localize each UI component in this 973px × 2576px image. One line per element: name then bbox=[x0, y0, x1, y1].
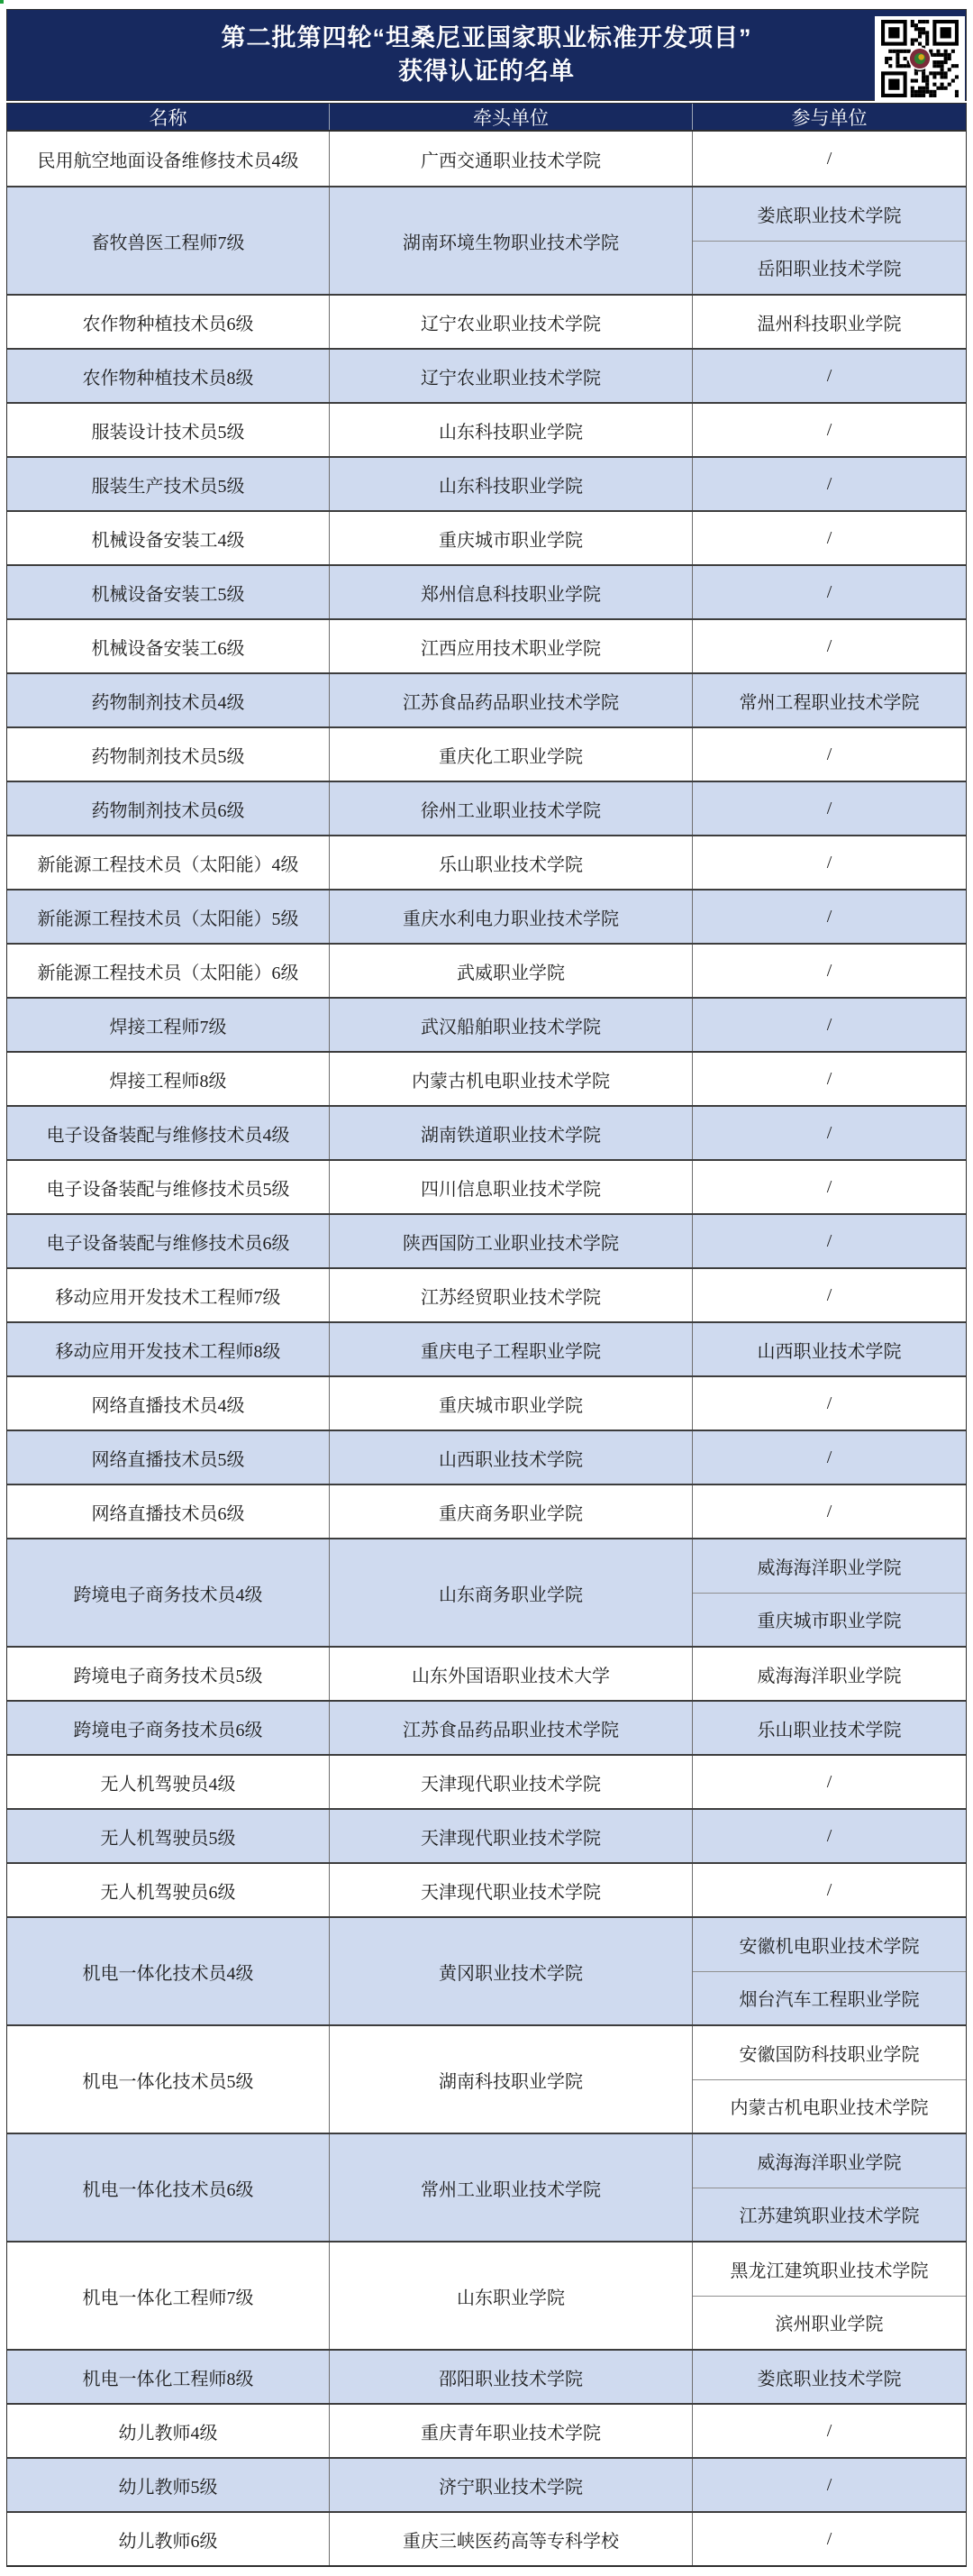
table-row bbox=[7, 402, 966, 456]
participant-unit-cell: / bbox=[826, 1122, 832, 1143]
job-name-cell: 服装设计技术员5级 bbox=[7, 404, 330, 456]
participant-units-cell bbox=[693, 2459, 966, 2511]
participant-unit-cell: / bbox=[826, 1068, 832, 1089]
table-row bbox=[7, 1213, 966, 1267]
participant-unit-cell: 江苏建筑职业技术学院 bbox=[693, 2188, 966, 2242]
participant-units-cell bbox=[693, 512, 966, 564]
table-row bbox=[7, 1321, 966, 1375]
participant-unit-cell: / bbox=[826, 1879, 832, 1900]
participant-units-cell bbox=[693, 999, 966, 1051]
participant-units-cell bbox=[693, 891, 966, 943]
lead-unit-cell: 内蒙古机电职业技术学院 bbox=[330, 1053, 693, 1105]
table-row bbox=[7, 294, 966, 348]
job-name-cell: 焊接工程师7级 bbox=[7, 999, 330, 1051]
lead-unit-cell: 山东职业学院 bbox=[330, 2243, 693, 2349]
lead-unit-cell: 江西应用技术职业学院 bbox=[330, 620, 693, 672]
table-row bbox=[7, 2349, 966, 2403]
lead-unit-cell: 黄冈职业技术学院 bbox=[330, 1918, 693, 2024]
table-row bbox=[7, 943, 966, 997]
participant-units-cell bbox=[693, 1323, 966, 1375]
lead-unit-cell: 天津现代职业技术学院 bbox=[330, 1864, 693, 1916]
participant-unit-cell: / bbox=[826, 2474, 832, 2495]
table-row bbox=[7, 1484, 966, 1538]
table-row bbox=[7, 456, 966, 510]
job-name-cell: 无人机驾驶员6级 bbox=[7, 1864, 330, 1916]
table-row bbox=[7, 510, 966, 564]
participant-units-cell bbox=[693, 728, 966, 781]
participant-units-cell bbox=[693, 1053, 966, 1105]
job-name-cell: 跨境电子商务技术员6级 bbox=[7, 1702, 330, 1754]
participant-units-cell bbox=[693, 2134, 966, 2241]
title-line-2: 获得认证的名单 bbox=[398, 58, 575, 85]
job-name-cell: 畜牧兽医工程师7级 bbox=[7, 187, 330, 294]
participant-unit-cell: 威海海洋职业学院 bbox=[757, 1666, 902, 1686]
job-name-cell: 电子设备装配与维修技术员5级 bbox=[7, 1161, 330, 1213]
table-row bbox=[7, 618, 966, 672]
lead-unit-cell: 重庆城市职业学院 bbox=[330, 512, 693, 564]
participant-units-cell bbox=[693, 782, 966, 835]
job-name-cell: 焊接工程师8级 bbox=[7, 1053, 330, 1105]
lead-unit-cell: 武汉船舶职业技术学院 bbox=[330, 999, 693, 1051]
table-row bbox=[7, 2457, 966, 2511]
table-row bbox=[7, 1916, 966, 2024]
job-name-cell: 机电一体化技术员4级 bbox=[7, 1918, 330, 2024]
participant-units-cell bbox=[693, 1648, 966, 1700]
table-row bbox=[7, 1375, 966, 1430]
table-row bbox=[7, 1808, 966, 1862]
participant-unit-cell: / bbox=[826, 2420, 832, 2441]
certification-table bbox=[6, 9, 967, 2567]
lead-unit-cell: 重庆商务职业学院 bbox=[330, 1485, 693, 1538]
lead-unit-cell: 江苏食品药品职业技术学院 bbox=[330, 1702, 693, 1754]
participant-unit-cell: 滨州职业学院 bbox=[693, 2296, 966, 2350]
participant-unit-cell: 安徽国防科技职业学院 bbox=[739, 2044, 920, 2065]
lead-unit-cell: 郑州信息科技职业学院 bbox=[330, 566, 693, 618]
lead-unit-cell: 重庆城市职业学院 bbox=[330, 1377, 693, 1430]
lead-unit-cell: 湖南科技职业学院 bbox=[330, 2026, 693, 2133]
participant-units-cell bbox=[693, 1215, 966, 1267]
participant-units-cell bbox=[693, 2351, 966, 2403]
participant-unit-cell: / bbox=[826, 1825, 832, 1846]
participant-unit-cell: / bbox=[826, 1771, 832, 1792]
lead-unit-cell: 邵阳职业技术学院 bbox=[330, 2351, 693, 2403]
participant-unit-cell: 娄底职业技术学院 bbox=[757, 2369, 902, 2389]
participant-unit-cell: / bbox=[826, 419, 832, 440]
table-row bbox=[7, 1538, 966, 1646]
participant-units-cell bbox=[693, 836, 966, 889]
participant-unit-cell: 乐山职业技术学院 bbox=[757, 1720, 902, 1740]
participant-unit-cell: / bbox=[826, 798, 832, 818]
lead-unit-cell: 天津现代职业技术学院 bbox=[330, 1810, 693, 1862]
job-name-cell: 幼儿教师4级 bbox=[7, 2405, 330, 2457]
participant-units-cell bbox=[693, 2243, 966, 2349]
participant-unit-cell: / bbox=[826, 852, 832, 872]
participant-units-cell bbox=[693, 2405, 966, 2457]
participant-unit-cell: 威海海洋职业学院 bbox=[757, 1557, 902, 1578]
column-header-participating-unit: 参与单位 bbox=[791, 106, 868, 129]
table-row bbox=[7, 1754, 966, 1808]
participant-unit-cell: / bbox=[826, 527, 832, 548]
lead-unit-cell: 四川信息职业技术学院 bbox=[330, 1161, 693, 1213]
participant-unit-cell: / bbox=[826, 1176, 832, 1197]
participant-unit-cell: 黑龙江建筑职业技术学院 bbox=[730, 2261, 929, 2281]
participant-unit-cell: / bbox=[826, 365, 832, 386]
lead-unit-cell: 天津现代职业技术学院 bbox=[330, 1756, 693, 1808]
job-name-cell: 无人机驾驶员5级 bbox=[7, 1810, 330, 1862]
participant-unit-cell: 山西职业技术学院 bbox=[757, 1341, 902, 1362]
table-body bbox=[6, 132, 967, 2567]
participant-unit-cell: / bbox=[826, 744, 832, 764]
table-row bbox=[7, 186, 966, 294]
participant-units-cell bbox=[693, 132, 966, 186]
participant-units-cell bbox=[693, 1918, 966, 2024]
participant-unit-cell: 常州工程职业技术学院 bbox=[739, 692, 920, 713]
job-name-cell: 机电一体化技术员6级 bbox=[7, 2134, 330, 2241]
participant-unit-cell: 岳阳职业技术学院 bbox=[693, 241, 966, 295]
lead-unit-cell: 山东科技职业学院 bbox=[330, 458, 693, 510]
table-row bbox=[7, 997, 966, 1051]
table-header-row bbox=[6, 103, 967, 132]
participant-units-cell bbox=[693, 1377, 966, 1430]
participant-units-cell bbox=[693, 1485, 966, 1538]
table-row bbox=[7, 889, 966, 943]
job-name-cell: 幼儿教师5级 bbox=[7, 2459, 330, 2511]
job-name-cell: 新能源工程技术员（太阳能）5级 bbox=[7, 891, 330, 943]
participant-units-cell bbox=[693, 1269, 966, 1321]
job-name-cell: 药物制剂技术员6级 bbox=[7, 782, 330, 835]
participant-units-cell bbox=[693, 1702, 966, 1754]
participant-unit-cell: 烟台汽车工程职业学院 bbox=[693, 1971, 966, 2025]
participant-units-cell bbox=[693, 620, 966, 672]
lead-unit-cell: 山东科技职业学院 bbox=[330, 404, 693, 456]
participant-units-cell bbox=[693, 1539, 966, 1646]
lead-unit-cell: 重庆水利电力职业技术学院 bbox=[330, 891, 693, 943]
participant-units-cell bbox=[693, 1161, 966, 1213]
participant-units-cell bbox=[693, 1864, 966, 1916]
lead-unit-cell: 湖南铁道职业技术学院 bbox=[330, 1107, 693, 1159]
table-row bbox=[7, 781, 966, 835]
job-name-cell: 机械设备安装工5级 bbox=[7, 566, 330, 618]
participant-unit-cell: / bbox=[826, 1014, 832, 1035]
job-name-cell: 移动应用开发技术工程师7级 bbox=[7, 1269, 330, 1321]
participant-unit-cell: / bbox=[826, 2528, 832, 2549]
job-name-cell: 电子设备装配与维修技术员6级 bbox=[7, 1215, 330, 1267]
lead-unit-cell: 山东外国语职业技术大学 bbox=[330, 1648, 693, 1700]
participant-units-cell bbox=[693, 187, 966, 294]
participant-unit-cell: / bbox=[826, 473, 832, 494]
job-name-cell: 无人机驾驶员4级 bbox=[7, 1756, 330, 1808]
participant-unit-cell: 娄底职业技术学院 bbox=[757, 206, 902, 226]
table-row bbox=[7, 1430, 966, 1484]
lead-unit-cell: 武威职业学院 bbox=[330, 945, 693, 997]
job-name-cell: 移动应用开发技术工程师8级 bbox=[7, 1323, 330, 1375]
lead-unit-cell: 陕西国防工业职业技术学院 bbox=[330, 1215, 693, 1267]
table-row bbox=[7, 2024, 966, 2133]
table-row bbox=[7, 1267, 966, 1321]
lead-unit-cell: 辽宁农业职业技术学院 bbox=[330, 350, 693, 402]
participant-units-cell bbox=[693, 458, 966, 510]
table-row bbox=[7, 564, 966, 618]
participant-units-cell bbox=[693, 1107, 966, 1159]
participant-units-cell bbox=[693, 350, 966, 402]
lead-unit-cell: 广西交通职业技术学院 bbox=[330, 132, 693, 186]
lead-unit-cell: 山西职业技术学院 bbox=[330, 1431, 693, 1484]
screen-artifact-dot bbox=[0, 0, 4, 4]
lead-unit-cell: 湖南环境生物职业技术学院 bbox=[330, 187, 693, 294]
lead-unit-cell: 辽宁农业职业技术学院 bbox=[330, 296, 693, 348]
table-title-banner bbox=[6, 9, 967, 101]
participant-unit-cell: 内蒙古机电职业技术学院 bbox=[693, 2079, 966, 2133]
job-name-cell: 网络直播技术员4级 bbox=[7, 1377, 330, 1430]
lead-unit-cell: 山东商务职业学院 bbox=[330, 1539, 693, 1646]
lead-unit-cell: 江苏食品药品职业技术学院 bbox=[330, 674, 693, 726]
lead-unit-cell: 重庆青年职业技术学院 bbox=[330, 2405, 693, 2457]
lead-unit-cell: 徐州工业职业技术学院 bbox=[330, 782, 693, 835]
participant-unit-cell: 重庆城市职业学院 bbox=[693, 1593, 966, 1647]
participant-unit-cell: 安徽机电职业技术学院 bbox=[739, 1936, 920, 1957]
participant-units-cell bbox=[693, 296, 966, 348]
job-name-cell: 机电一体化工程师7级 bbox=[7, 2243, 330, 2349]
participant-units-cell bbox=[693, 1810, 966, 1862]
table-row bbox=[7, 2511, 966, 2565]
participant-unit-cell: / bbox=[826, 960, 832, 981]
table-row bbox=[7, 132, 966, 186]
job-name-cell: 民用航空地面设备维修技术员4级 bbox=[7, 132, 330, 186]
participant-unit-cell: / bbox=[826, 1284, 832, 1305]
job-name-cell: 跨境电子商务技术员4级 bbox=[7, 1539, 330, 1646]
participant-unit-cell: / bbox=[826, 1393, 832, 1413]
table-row bbox=[7, 1646, 966, 1700]
participant-unit-cell: / bbox=[826, 148, 832, 169]
participant-unit-cell: / bbox=[826, 635, 832, 656]
table-row bbox=[7, 1159, 966, 1213]
lead-unit-cell: 济宁职业技术学院 bbox=[330, 2459, 693, 2511]
participant-unit-cell: / bbox=[826, 1447, 832, 1467]
table-row bbox=[7, 1862, 966, 1916]
job-name-cell: 新能源工程技术员（太阳能）4级 bbox=[7, 836, 330, 889]
job-name-cell: 农作物种植技术员6级 bbox=[7, 296, 330, 348]
lead-unit-cell: 常州工业职业技术学院 bbox=[330, 2134, 693, 2241]
participant-units-cell bbox=[693, 566, 966, 618]
job-name-cell: 机械设备安装工4级 bbox=[7, 512, 330, 564]
participant-units-cell bbox=[693, 2026, 966, 2133]
table-row bbox=[7, 2403, 966, 2457]
table-row bbox=[7, 726, 966, 781]
job-name-cell: 跨境电子商务技术员5级 bbox=[7, 1648, 330, 1700]
job-name-cell: 幼儿教师6级 bbox=[7, 2513, 330, 2565]
lead-unit-cell: 江苏经贸职业技术学院 bbox=[330, 1269, 693, 1321]
job-name-cell: 机械设备安装工6级 bbox=[7, 620, 330, 672]
participant-unit-cell: 温州科技职业学院 bbox=[757, 314, 902, 334]
job-name-cell: 机电一体化技术员5级 bbox=[7, 2026, 330, 2133]
table-row bbox=[7, 672, 966, 726]
title-line-1: 第二批第四轮“坦桑尼亚国家职业标准开发项目” bbox=[221, 24, 752, 51]
job-name-cell: 药物制剂技术员5级 bbox=[7, 728, 330, 781]
job-name-cell: 网络直播技术员5级 bbox=[7, 1431, 330, 1484]
table-row bbox=[7, 2241, 966, 2349]
job-name-cell: 服装生产技术员5级 bbox=[7, 458, 330, 510]
participant-units-cell bbox=[693, 1756, 966, 1808]
participant-units-cell bbox=[693, 2513, 966, 2565]
lead-unit-cell: 重庆化工职业学院 bbox=[330, 728, 693, 781]
job-name-cell: 农作物种植技术员8级 bbox=[7, 350, 330, 402]
table-row bbox=[7, 348, 966, 402]
qr-code-icon bbox=[875, 16, 965, 101]
job-name-cell: 新能源工程技术员（太阳能）6级 bbox=[7, 945, 330, 997]
table-row bbox=[7, 835, 966, 889]
job-name-cell: 机电一体化工程师8级 bbox=[7, 2351, 330, 2403]
participant-units-cell bbox=[693, 945, 966, 997]
job-name-cell: 网络直播技术员6级 bbox=[7, 1485, 330, 1538]
participant-unit-cell: 威海海洋职业学院 bbox=[757, 2152, 902, 2173]
column-header-name: 名称 bbox=[7, 104, 330, 130]
participant-units-cell bbox=[693, 674, 966, 726]
column-header-lead-unit: 牵头单位 bbox=[330, 104, 693, 130]
lead-unit-cell: 乐山职业技术学院 bbox=[330, 836, 693, 889]
job-name-cell: 电子设备装配与维修技术员4级 bbox=[7, 1107, 330, 1159]
participant-unit-cell: / bbox=[826, 1230, 832, 1251]
lead-unit-cell: 重庆三峡医药高等专科学校 bbox=[330, 2513, 693, 2565]
table-row bbox=[7, 1700, 966, 1754]
participant-unit-cell: / bbox=[826, 906, 832, 927]
table-row bbox=[7, 1105, 966, 1159]
table-row bbox=[7, 2133, 966, 2241]
participant-unit-cell: / bbox=[826, 1501, 832, 1521]
participant-units-cell bbox=[693, 404, 966, 456]
lead-unit-cell: 重庆电子工程职业学院 bbox=[330, 1323, 693, 1375]
job-name-cell: 药物制剂技术员4级 bbox=[7, 674, 330, 726]
participant-units-cell bbox=[693, 1431, 966, 1484]
participant-unit-cell: / bbox=[826, 581, 832, 602]
table-row bbox=[7, 1051, 966, 1105]
